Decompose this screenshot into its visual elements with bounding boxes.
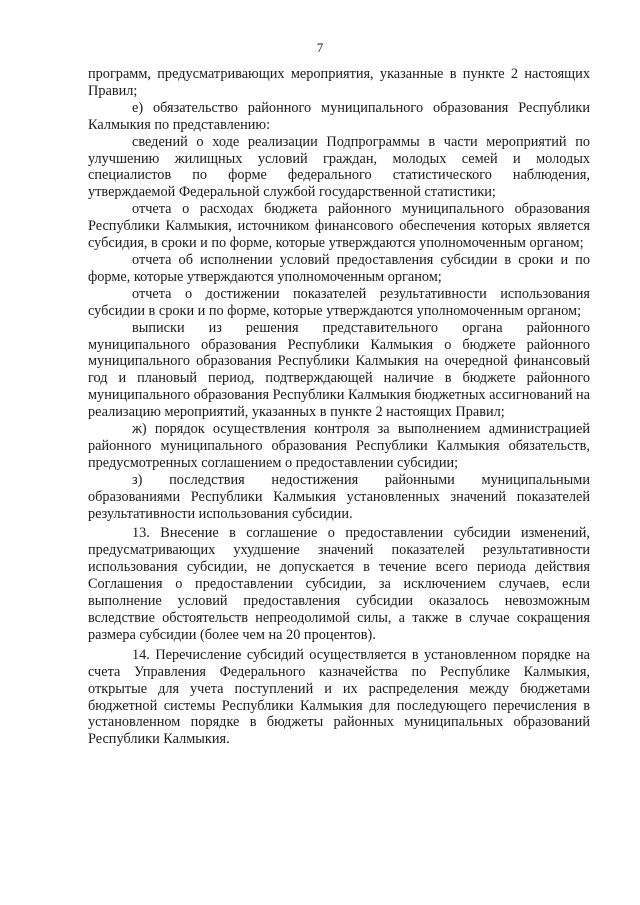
paragraph-item-e: е) обязательство районного муниципального образования Республики Калмыкия по представлению: bbox=[88, 99, 590, 133]
paragraph-item-zh: ж) порядок осуществления контроля за выполнением администрацией районного муниципального образования Республики Калмыкия обязательств, предусмотренных соглашением о предоставлении субсидии; bbox=[88, 421, 590, 471]
paragraph-statistics-info: сведений о ходе реализации Подпрограммы в части мероприятий по улучшению жилищных условий граждан, молодых семей и молодых специалистов по форме федерального статистического наблюдения, утверждаемой Федеральной службой государственной статистики; bbox=[88, 133, 590, 201]
paragraph-13: 13. Внесение в соглашение о предоставлении субсидии изменений, предусматривающих ухудшение значений показателей результативности использования субсидии, не допускается в течение всего периода действия Соглашения о предоставлении субсидии, за исключением случаев, если выполнение условий предоставления субсидии оказалось невозможным вследствие обстоятельств непреодолимой силы, а также в случае сокращения размера субсидии (более чем на 20 процентов). bbox=[88, 525, 590, 643]
paragraph-conditions-report: отчета об исполнении условий предоставления субсидии в сроки и по форме, которые утверждаются уполномоченным органом; bbox=[88, 251, 590, 285]
paragraph-continuation: программ, предусматривающих мероприятия, указанные в пункте 2 настоящих Правил; bbox=[88, 66, 590, 99]
paragraph-expense-report: отчета о расходах бюджета районного муниципального образования Республики Калмыкия, источником финансового обеспечения которых является субсидия, в сроки и по форме, которые утверждаются уполномоченным органом; bbox=[88, 201, 590, 252]
paragraph-item-z: з) последствия недостижения районными муниципальными образованиями Республики Калмыкия установленных значений показателей результативности использования субсидии. bbox=[88, 471, 590, 522]
page-number: 7 bbox=[316, 40, 324, 55]
paragraph-indicators-report: отчета о достижении показателей результативности использования субсидии в сроки и по форме, которые утверждаются уполномоченным органом; bbox=[88, 285, 590, 319]
paragraph-budget-extract: выписки из решения представительного органа районного муниципального образования Республики Калмыкия о бюджете районного муниципального образования Республики Калмыкия на очередной финансовый год и плановый период, подтверждающей наличие в бюджете районного муниципального образования Республики Калмыкия бюджетных ассигнований на реализацию мероприятий, указанных в пункте 2 настоящих Правил; bbox=[88, 319, 590, 421]
paragraph-14: 14. Перечисление субсидий осуществляется в установленном порядке на счета Управления Федерального казначейства по Республике Калмыкия, открытые для учета поступлений и их распределения между бюджетами бюджетной системы Республики Калмыкия для последующего перечисления в установленном порядке в бюджеты районных муниципальных образований Республики Калмыкия. bbox=[88, 646, 590, 748]
body-text bbox=[88, 66, 590, 748]
